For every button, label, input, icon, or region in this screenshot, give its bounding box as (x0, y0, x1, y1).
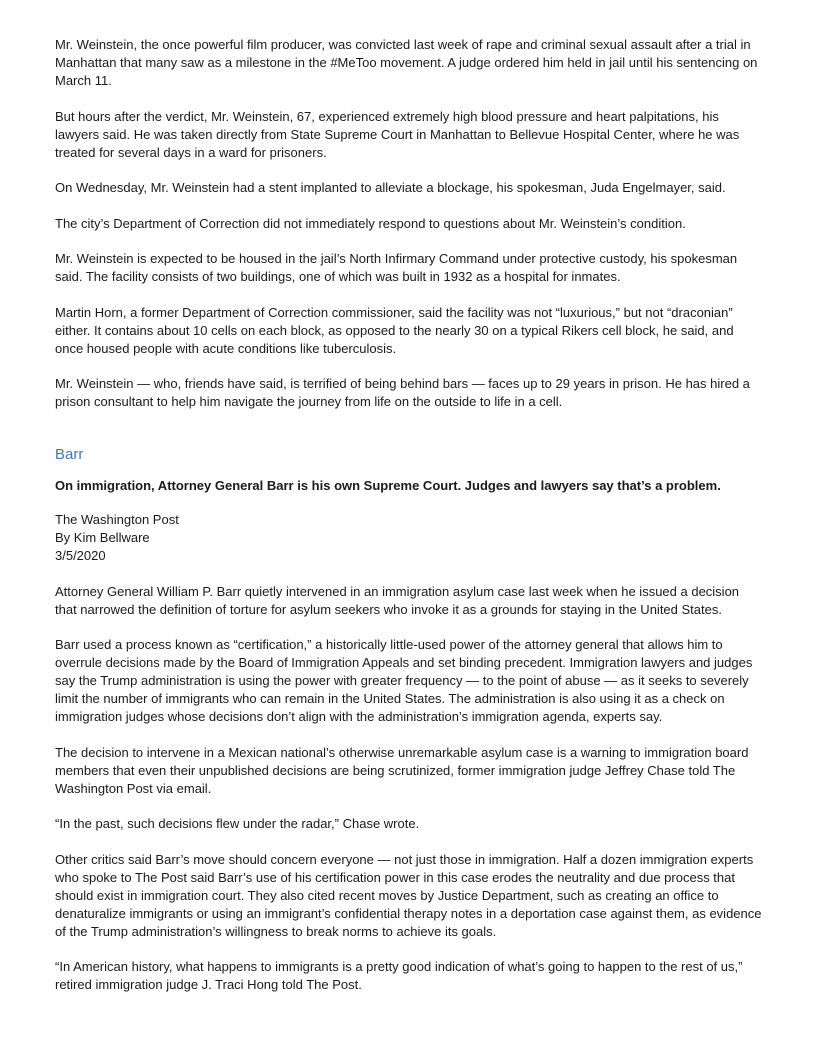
article-paragraph: The decision to intervene in a Mexican national’s otherwise unremarkable asylum case is a warning to immigration board members that even their unpublished decisions are being scrutinized, former immigration judge Jeffrey Chase told The Washington Post via email. (55, 744, 749, 796)
article-paragraph: Mr. Weinstein, the once powerful film producer, was convicted last week of rape and criminal sexual assault after a trial in Manhattan that many saw as a milestone in the #MeToo movement. A judge ordered him held in jail until his sentencing on March 11. (55, 37, 758, 88)
article-paragraph: Martin Horn, a former Department of Correction commissioner, said the facility was not “luxurious,” but not “draconian” either. It contains about 10 cells on each block, as opposed to the nearly 30 on a typical Rikers cell block, he said, and once housed people with acute conditions like tuberculosis. (55, 304, 734, 356)
byline: By Kim Bellware (55, 530, 150, 545)
article-barr (55, 445, 763, 994)
article-paragraph: Mr. Weinstein is expected to be housed in the jail’s North Infirmary Command under protective custody, his spokesman said. The facility consists of two buildings, one of which was built in 1932 as a hospital for inmates. (55, 251, 738, 284)
article-paragraph: On Wednesday, Mr. Weinstein had a stent implanted to alleviate a blockage, his spokesman, Juda Engelmayer, said. (55, 180, 726, 195)
article-paragraph: Mr. Weinstein — who, friends have said, is terrified of being behind bars — faces up to 29 years in prison. He has hired a prison consultant to help him navigate the journey from life on the outside to life in a cell. (55, 376, 750, 409)
article-weinstein (55, 36, 763, 411)
document-page (55, 36, 763, 1012)
article-paragraph: The city’s Department of Correction did not immediately respond to questions about Mr. Weinstein’s condition. (55, 215, 686, 231)
article-paragraph: Other critics said Barr’s move should concern everyone — not just those in immigration. Half a dozen immigration experts who spoke to The Post said Barr’s use of his certification power in this case erodes the neutrality and due process that should exist in immigration court. They also cited recent moves by Justice Department, such as creating an office to denaturalize immigrants or using an immigrant’s confidential therapy notes in a deportation case against them, as evidence of the Trump administration’s willingness to break norms to achieve its goals. (55, 851, 762, 939)
article-headline: On immigration, Attorney General Barr is his own Supreme Court. Judges and lawyers say that’s a problem. (55, 478, 721, 493)
publish-date: 3/5/2020 (55, 548, 106, 563)
article-paragraph: Attorney General William P. Barr quietly intervened in an immigration asylum case last week when he issued a decision that narrowed the definition of torture for asylum seekers who invoke it as a grounds for staying in the United States. (55, 583, 740, 617)
article-paragraph: “In the past, such decisions flew under the radar,” Chase wrote. (55, 816, 420, 831)
article-meta (55, 511, 763, 565)
article-paragraph: “In American history, what happens to immigrants is a pretty good indication of what’s going to happen to the rest of us,” retired immigration judge J. Traci Hong told The Post. (55, 959, 743, 992)
section-heading: Barr (55, 446, 84, 463)
article-paragraph: But hours after the verdict, Mr. Weinstein, 67, experienced extremely high blood pressure and heart palpitations, his lawyers said. He was taken directly from State Supreme Court in Manhattan to Bellevue Hospital Center, where he was treated for several days in a ward for prisoners. (55, 108, 740, 160)
publication-name: The Washington Post (55, 512, 179, 527)
article-paragraph: Barr used a process known as “certification,” a historically little-used power of the attorney general that allows him to overrule decisions made by the Board of Immigration Appeals and set binding precedent. Immigration lawyers and judges say the Trump administration is using the power with greater frequency — to the point of abuse — as it seeks to severely limit the number of immigrants who can remain in the United States. The administration is also using it as a check on immigration judges whose decisions don’t align with the administration’s immigration agenda, experts say. (55, 637, 753, 724)
